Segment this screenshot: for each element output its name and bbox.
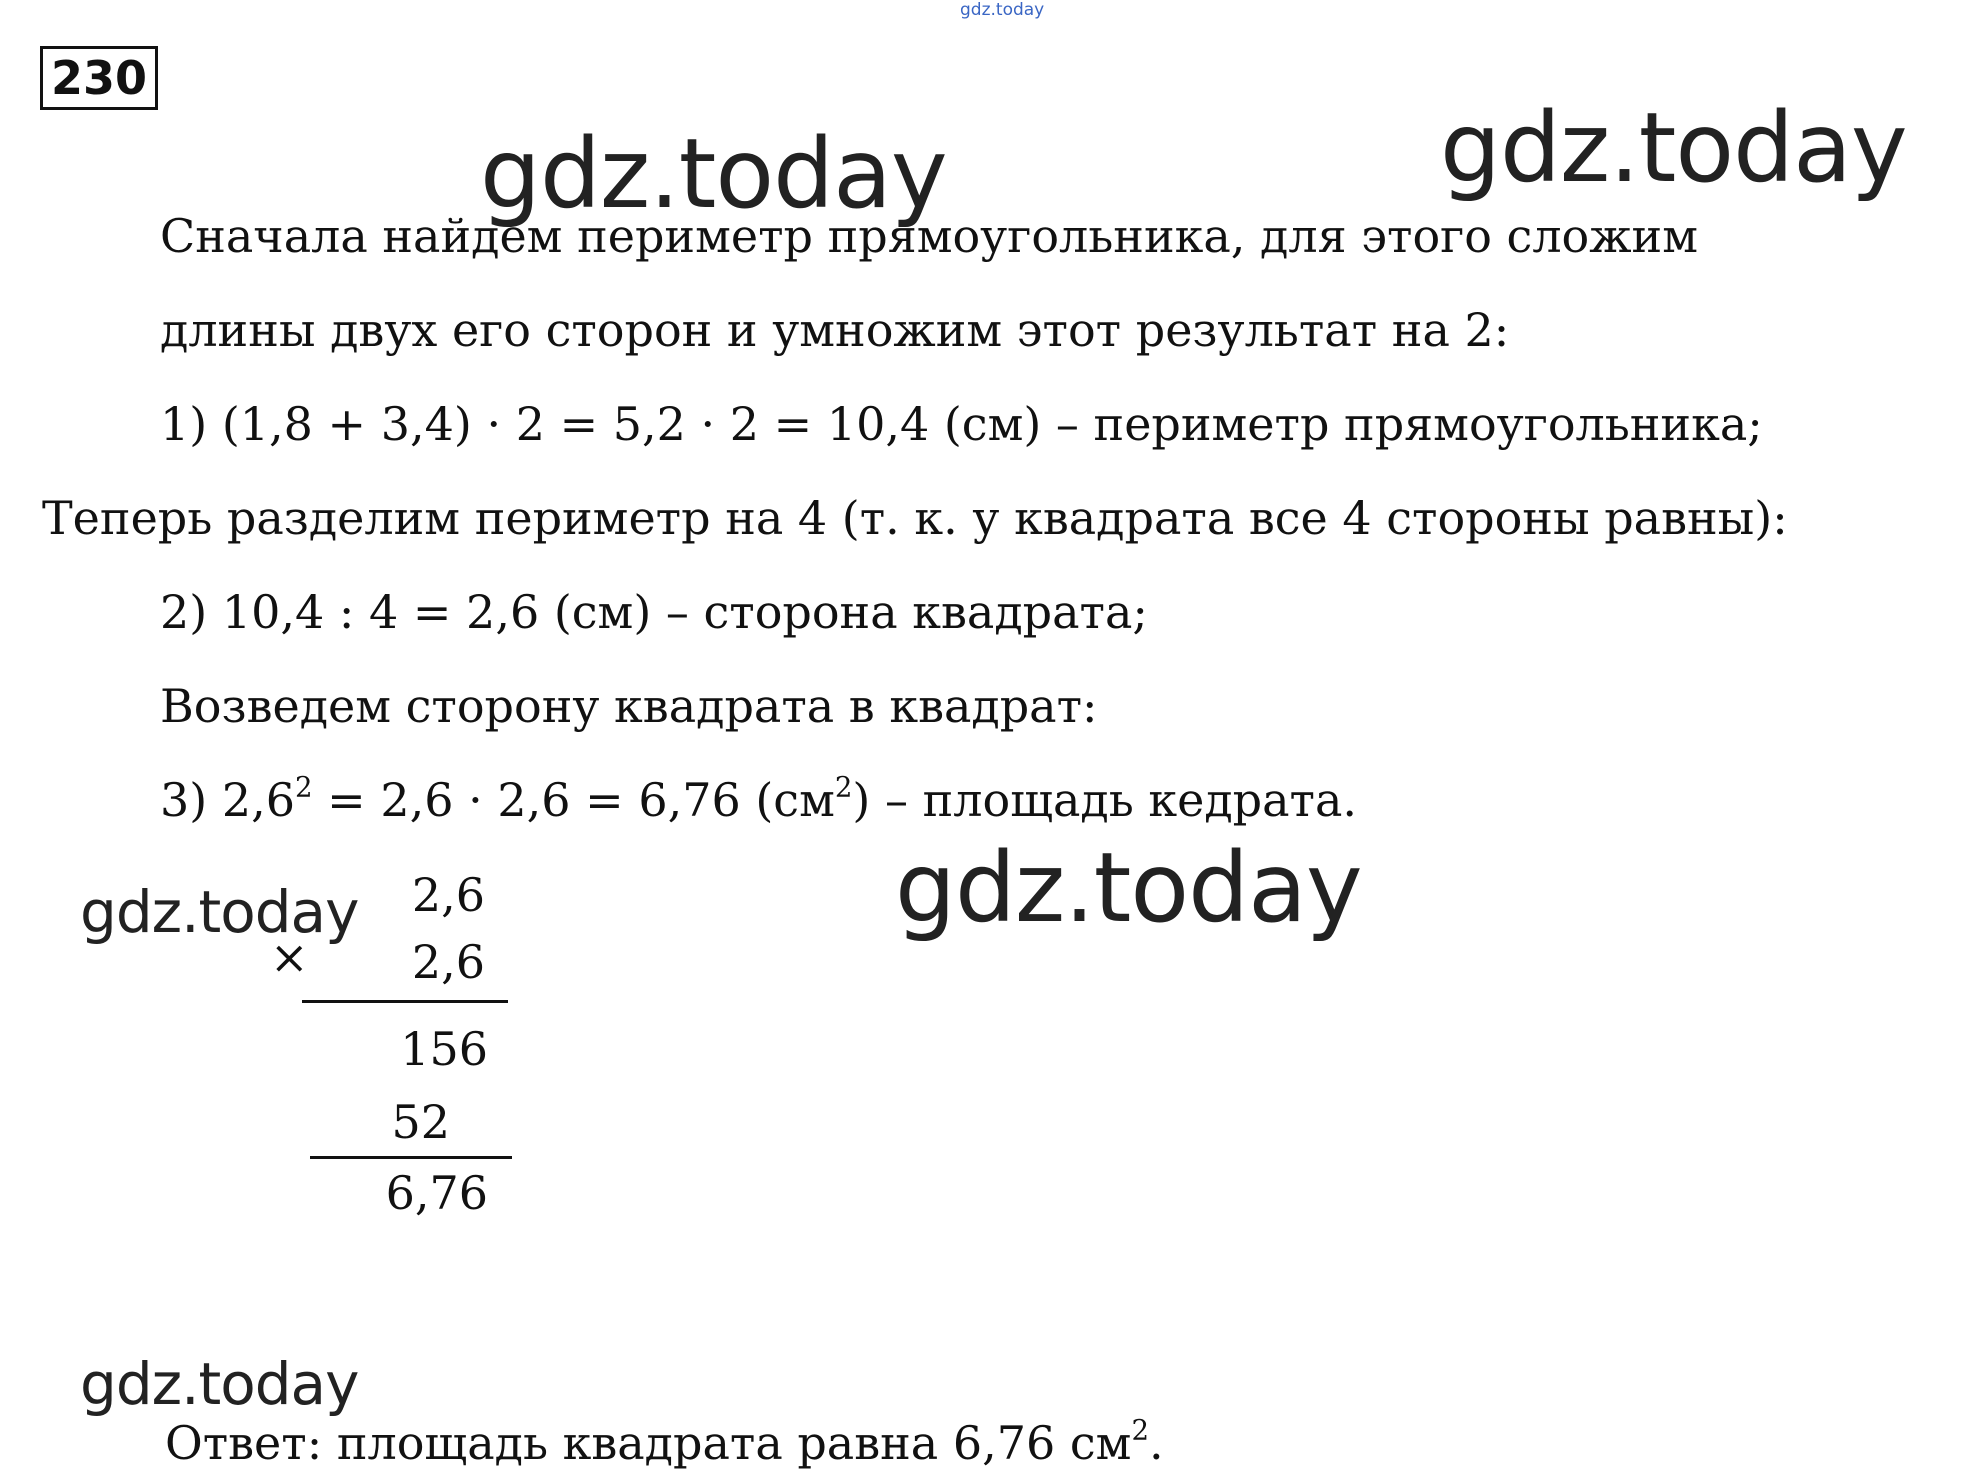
- multiplication-rule: [302, 1000, 508, 1003]
- watermark: gdz.today: [895, 832, 1362, 944]
- answer: [165, 1415, 1164, 1471]
- watermark: gdz.today: [1440, 92, 1907, 204]
- step-3-exponent: 2: [295, 770, 313, 804]
- partial-product-1: 156: [400, 1022, 488, 1076]
- step-3-unit-exponent: 2: [834, 770, 853, 804]
- step-3: [160, 772, 1357, 828]
- answer-text: Ответ: площадь квадрата равна 6,76 см: [165, 1416, 1132, 1470]
- partial-product-2: 52: [391, 1095, 450, 1149]
- watermark: gdz.today: [480, 118, 947, 230]
- step-1: 1) (1,8 + 3,4) · 2 = 5,2 · 2 = 10,4 (см) – периметр прямоугольника;: [160, 397, 1763, 451]
- watermark: gdz.today: [80, 878, 359, 946]
- product-result: 6,76: [385, 1166, 488, 1220]
- multiplicand: 2,6: [411, 868, 485, 922]
- step-3-end: ) – площадь кедрата.: [852, 773, 1358, 827]
- square-intro: Возведем сторону квадрата в квадрат:: [160, 679, 1098, 733]
- answer-exponent: 2: [1131, 1413, 1149, 1447]
- intro-line-1: Сначала найдем периметр прямоугольника, для этого сложим: [160, 209, 1698, 263]
- sum-rule: [310, 1156, 512, 1159]
- multiply-sign: ×: [270, 930, 309, 984]
- divide-intro: Теперь разделим периметр на 4 (т. к. у квадрата все 4 стороны равны):: [42, 491, 1788, 545]
- step-3-base: 3) 2,6: [160, 773, 295, 827]
- top-watermark: gdz.today: [960, 0, 1045, 20]
- multiplier: 2,6: [411, 935, 485, 989]
- task-number-badge: 230: [40, 46, 158, 110]
- step-2: 2) 10,4 : 4 = 2,6 (см) – сторона квадрата;: [160, 585, 1148, 639]
- step-3-middle: = 2,6 · 2,6 = 6,76 (см: [312, 773, 835, 827]
- watermark: gdz.today: [80, 1350, 359, 1418]
- intro-line-2: длины двух его сторон и умножим этот результат на 2:: [160, 303, 1510, 357]
- answer-end: .: [1149, 1416, 1164, 1470]
